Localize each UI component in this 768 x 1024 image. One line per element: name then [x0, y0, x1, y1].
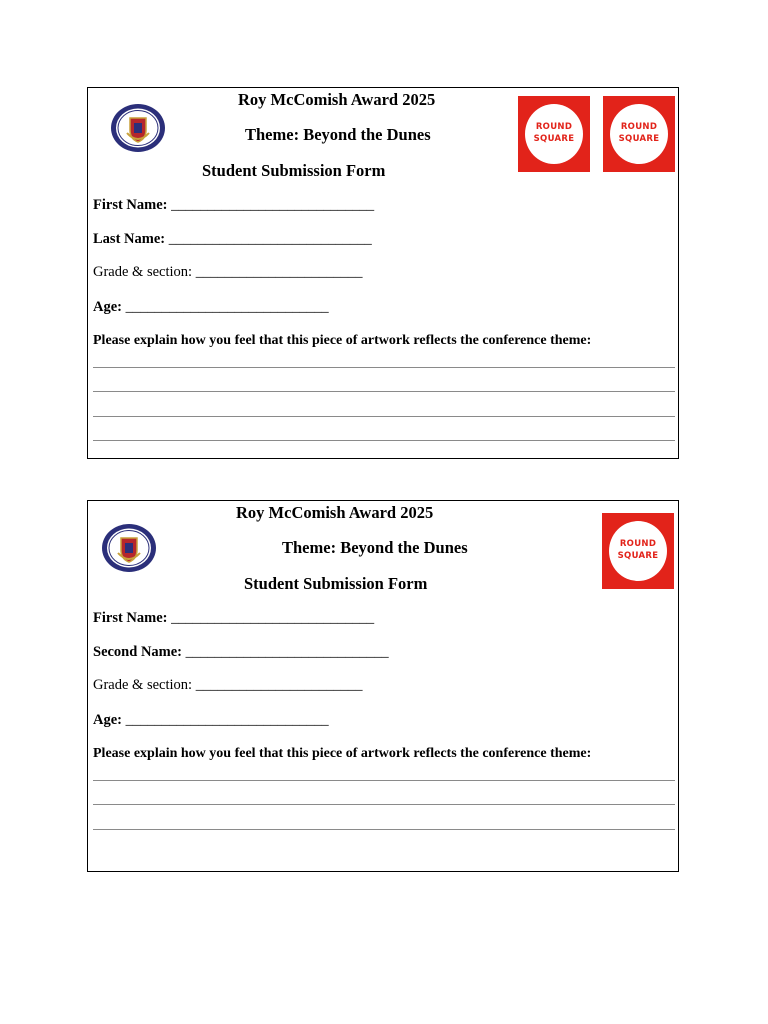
answer-line[interactable]	[93, 829, 675, 830]
first-name-label: First Name:	[93, 610, 168, 626]
second-name-blank[interactable]: ____________________________	[185, 644, 389, 660]
school-crest-icon	[110, 103, 166, 153]
round-square-logo: ROUND SQUARE	[602, 513, 674, 589]
age-label: Age:	[93, 712, 122, 728]
grade-section-blank[interactable]: _______________________	[195, 264, 363, 280]
age-blank[interactable]: ____________________________	[125, 712, 329, 728]
answer-line[interactable]	[93, 367, 675, 368]
answer-line[interactable]	[93, 391, 675, 392]
age-label: Age:	[93, 299, 122, 315]
grade-section-label: Grade & section:	[93, 264, 193, 280]
form-title: Roy McComish Award 2025	[238, 90, 436, 109]
school-crest-icon	[101, 523, 157, 573]
form-subtitle: Student Submission Form	[202, 161, 386, 180]
form-subtitle: Student Submission Form	[244, 574, 428, 593]
first-name-field[interactable]	[93, 197, 374, 214]
explanation-prompt: Please explain how you feel that this piece of artwork reflects the conference theme:	[93, 746, 592, 761]
first-name-field[interactable]	[93, 610, 374, 627]
round-square-logo: ROUND SQUARE	[603, 96, 675, 172]
last-name-label: Last Name:	[93, 231, 166, 247]
answer-line[interactable]	[93, 804, 675, 805]
age-blank[interactable]: ____________________________	[125, 299, 329, 315]
last-name-field[interactable]	[93, 231, 372, 248]
second-name-field[interactable]	[93, 644, 389, 661]
grade-section-blank[interactable]: _______________________	[195, 677, 363, 693]
form-title: Roy McComish Award 2025	[236, 503, 434, 522]
first-name-blank[interactable]: ____________________________	[171, 197, 375, 213]
second-name-label: Second Name:	[93, 644, 183, 660]
age-field[interactable]	[93, 712, 329, 729]
last-name-blank[interactable]: ____________________________	[168, 231, 372, 247]
explanation-prompt: Please explain how you feel that this piece of artwork reflects the conference theme:	[93, 333, 592, 348]
age-field[interactable]	[93, 299, 329, 316]
answer-line[interactable]	[93, 780, 675, 781]
grade-section-field[interactable]	[93, 677, 362, 694]
submission-form-2	[87, 500, 679, 872]
submission-form-1	[87, 87, 679, 459]
answer-line[interactable]	[93, 416, 675, 417]
first-name-blank[interactable]: ____________________________	[171, 610, 375, 626]
first-name-label: First Name:	[93, 197, 168, 213]
grade-section-field[interactable]	[93, 264, 362, 281]
form-theme: Theme: Beyond the Dunes	[282, 538, 468, 557]
form-theme: Theme: Beyond the Dunes	[245, 125, 431, 144]
grade-section-label: Grade & section:	[93, 677, 193, 693]
round-square-logo: ROUND SQUARE	[518, 96, 590, 172]
answer-line[interactable]	[93, 440, 675, 441]
